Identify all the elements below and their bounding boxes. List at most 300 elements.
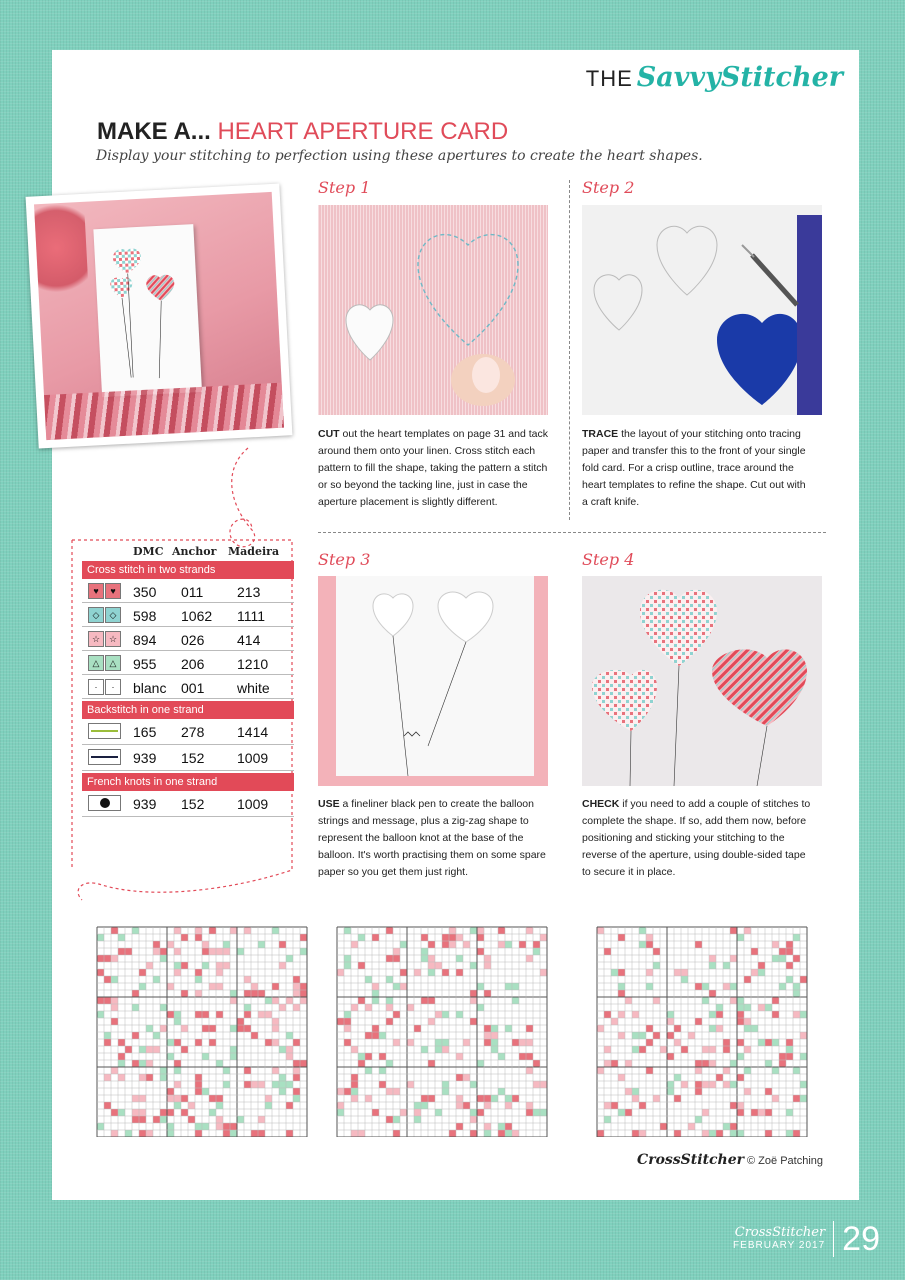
chart-stitch: [293, 1060, 300, 1067]
chart-stitch: [421, 955, 428, 962]
chart-stitch: [618, 1011, 625, 1018]
chart-stitch: [421, 934, 428, 941]
chart-stitch: [709, 962, 716, 969]
chart-stitch: [442, 1081, 449, 1088]
chart-stitch: [216, 1123, 223, 1130]
chart-stitch: [393, 1011, 400, 1018]
greeting-card: [93, 224, 202, 397]
chart-stitch: [505, 1130, 512, 1137]
chart-heart-1: [95, 925, 309, 1137]
chart-stitch: [723, 1123, 730, 1130]
chart-stitch: [358, 962, 365, 969]
chart-stitch: [351, 1130, 358, 1137]
chart-stitch: [286, 1102, 293, 1109]
key-madeira: 1111: [237, 608, 266, 624]
chart-stitch: [709, 1130, 716, 1137]
chart-stitch: [300, 983, 307, 990]
chart-stitch: [786, 1053, 793, 1060]
chart-stitch: [97, 1123, 104, 1130]
chart-stitch: [653, 1095, 660, 1102]
chart-stitch: [512, 997, 519, 1004]
key-madeira: 414: [237, 632, 261, 648]
chart-stitch: [118, 1053, 125, 1060]
chart-stitch: [646, 1025, 653, 1032]
chart-stitch: [540, 934, 547, 941]
chart-stitch: [793, 1067, 800, 1074]
chart-stitch: [97, 955, 104, 962]
chart-stitch: [442, 1088, 449, 1095]
chart-stitch: [118, 934, 125, 941]
chart-stitch: [646, 983, 653, 990]
chart-stitch: [300, 997, 307, 1004]
chart-stitch: [723, 1081, 730, 1088]
design-credit: [637, 1152, 823, 1168]
chart-stitch: [358, 1053, 365, 1060]
chart-stitch: [393, 983, 400, 990]
chart-stitch: [272, 1081, 279, 1088]
chart-stitch: [372, 1032, 379, 1039]
column-divider: [569, 180, 570, 520]
chart-stitch: [230, 1025, 237, 1032]
chart-stitch: [167, 1088, 174, 1095]
chart-stitch: [104, 1039, 111, 1046]
chart-stitch: [223, 941, 230, 948]
chart-stitch: [139, 1046, 146, 1053]
chart-stitch: [653, 948, 660, 955]
chart-stitch: [456, 1102, 463, 1109]
chart-stitch: [181, 962, 188, 969]
magazine-page: [52, 50, 859, 1200]
chart-stitch: [97, 1011, 104, 1018]
chart-stitch: [519, 941, 526, 948]
chart-heart-3: [595, 925, 809, 1137]
chart-stitch: [216, 948, 223, 955]
chart-stitch: [597, 1067, 604, 1074]
chart-stitch: [286, 955, 293, 962]
chart-stitch: [167, 1130, 174, 1137]
chart-stitch: [174, 1081, 181, 1088]
chart-stitch: [111, 1109, 118, 1116]
chart-stitch: [646, 934, 653, 941]
chart-stitch: [470, 962, 477, 969]
chart-stitch: [765, 1130, 772, 1137]
chart-stitch: [125, 948, 132, 955]
chart-stitch: [300, 948, 307, 955]
chart-stitch: [512, 983, 519, 990]
step-1-body: out the heart templates on page 31 and tack around them onto your linen. Cross stitch each pattern to fill the shape, taking the pattern a stitch or so beyond the tacking line, just in case the aperture placement is slightly different.: [318, 428, 548, 508]
chart-stitch: [421, 1102, 428, 1109]
chart-stitch: [167, 941, 174, 948]
chart-stitch: [400, 941, 407, 948]
chart-stitch: [258, 1116, 265, 1123]
chart-stitch: [779, 983, 786, 990]
chart-stitch: [132, 1004, 139, 1011]
chart-stitch: [379, 1032, 386, 1039]
chart-stitch: [491, 1032, 498, 1039]
chart-stitch: [202, 1088, 209, 1095]
chart-stitch: [132, 1060, 139, 1067]
key-dmc: 350: [133, 584, 157, 600]
chart-stitch: [209, 1095, 216, 1102]
chart-stitch: [344, 1088, 351, 1095]
chart-stitch: [632, 1032, 639, 1039]
chart-stitch: [737, 1039, 744, 1046]
chart-stitch: [358, 1060, 365, 1067]
chart-stitch: [702, 1130, 709, 1137]
chart-stitch: [181, 1025, 188, 1032]
step-2-text: [582, 426, 812, 511]
chart-stitch: [153, 948, 160, 955]
chart-stitch: [428, 955, 435, 962]
key-dmc: 939: [133, 750, 157, 766]
key-row: [82, 651, 294, 675]
chart-stitch: [265, 1095, 272, 1102]
chart-stitch: [244, 1025, 251, 1032]
chart-stitch: [125, 1130, 132, 1137]
chart-stitch: [786, 962, 793, 969]
chart-stitch: [428, 969, 435, 976]
chart-stitch: [505, 983, 512, 990]
chart-stitch: [505, 1025, 512, 1032]
chart-stitch: [793, 955, 800, 962]
chart-stitch: [251, 1130, 258, 1137]
chart-stitch: [286, 1046, 293, 1053]
chart-stitch: [709, 1060, 716, 1067]
chart-stitch: [181, 934, 188, 941]
chart-stitch: [695, 1081, 702, 1088]
chart-stitch: [695, 983, 702, 990]
chart-stitch: [730, 1060, 737, 1067]
chart-stitch: [716, 1004, 723, 1011]
chart-stitch: [386, 976, 393, 983]
chart-stitch: [160, 955, 167, 962]
chart-stitch: [618, 983, 625, 990]
chart-stitch: [407, 1004, 414, 1011]
chart-stitch: [526, 1039, 533, 1046]
chart-stitch: [632, 1046, 639, 1053]
chart-stitch: [653, 962, 660, 969]
chart-stitch: [786, 941, 793, 948]
chart-stitch: [237, 1025, 244, 1032]
finished-card-photo: [26, 184, 293, 449]
chart-stitch: [667, 1032, 674, 1039]
chart-stitch: [702, 1046, 709, 1053]
key-row: [82, 675, 294, 699]
chart-stitch: [365, 1053, 372, 1060]
chart-stitch: [533, 941, 540, 948]
chart-stitch: [344, 1025, 351, 1032]
chart-stitch: [216, 1095, 223, 1102]
chart-stitch: [216, 962, 223, 969]
chart-stitch: [223, 948, 230, 955]
chart-stitch: [526, 1053, 533, 1060]
chart-stitch: [216, 1011, 223, 1018]
key-anchor: 026: [181, 632, 205, 648]
chart-stitch: [174, 1060, 181, 1067]
chart-stitch: [407, 1039, 414, 1046]
chart-stitch: [160, 1004, 167, 1011]
chart-stitch: [730, 983, 737, 990]
chart-stitch: [132, 1109, 139, 1116]
triangle-icon: △ △: [88, 655, 121, 671]
chart-stitch: [456, 934, 463, 941]
chart-stitch: [737, 1018, 744, 1025]
line-icon: [88, 723, 121, 739]
chart-stitch: [639, 1046, 646, 1053]
chart-stitch: [372, 934, 379, 941]
chart-stitch: [611, 1060, 618, 1067]
chart-stitch: [146, 1046, 153, 1053]
page-number: 29: [833, 1221, 880, 1257]
chart-stitch: [526, 1067, 533, 1074]
chart-stitch: [139, 1116, 146, 1123]
chart-stitch: [646, 969, 653, 976]
chart-stitch: [456, 1074, 463, 1081]
chart-stitch: [533, 1109, 540, 1116]
chart-stitch: [272, 983, 279, 990]
chart-stitch: [449, 934, 456, 941]
chart-stitch: [772, 997, 779, 1004]
chart-stitch: [695, 1116, 702, 1123]
chart-stitch: [442, 941, 449, 948]
chart-stitch: [216, 1102, 223, 1109]
chart-stitch: [139, 1074, 146, 1081]
chart-stitch: [484, 1095, 491, 1102]
step-4-label: Step 4: [582, 550, 635, 569]
chart-stitch: [160, 1025, 167, 1032]
chart-stitch: [400, 1109, 407, 1116]
chart-stitch: [477, 1060, 484, 1067]
chart-stitch: [646, 1039, 653, 1046]
chart-stitch: [97, 997, 104, 1004]
chart-stitch: [744, 1067, 751, 1074]
chart-stitch: [449, 941, 456, 948]
chart-stitch: [293, 983, 300, 990]
chart-stitch: [160, 1116, 167, 1123]
chart-stitch: [265, 1102, 272, 1109]
chart-stitch: [337, 1109, 344, 1116]
folio-issue: FEBRUARY 2017: [733, 1240, 826, 1251]
chart-stitch: [653, 1032, 660, 1039]
key-section-french-knots: French knots in one strand: [82, 773, 294, 791]
chart-stitch: [244, 1004, 251, 1011]
chart-stitch: [779, 948, 786, 955]
page-folio: [733, 1221, 880, 1257]
chart-stitch: [279, 1046, 286, 1053]
chart-stitch: [132, 1095, 139, 1102]
chart-stitch: [786, 976, 793, 983]
chart-stitch: [97, 934, 104, 941]
chart-stitch: [477, 1004, 484, 1011]
chart-stitch: [344, 1039, 351, 1046]
chart-stitch: [104, 997, 111, 1004]
step-4-body: if you need to add a couple of stitches to complete the shape. If so, add them now, before positioning and sticking your stitching to the reverse of the aperture, using double-sided tape to secure it in place.: [582, 798, 811, 878]
chart-stitch: [540, 1109, 547, 1116]
chart-stitch: [146, 962, 153, 969]
chart-stitch: [793, 1011, 800, 1018]
chart-stitch: [216, 983, 223, 990]
chart-stitch: [393, 1039, 400, 1046]
chart-stitch: [772, 1095, 779, 1102]
chart-stitch: [272, 927, 279, 934]
chart-stitch: [293, 1095, 300, 1102]
step-3-text: [318, 796, 548, 881]
chart-stitch: [632, 1130, 639, 1137]
step-2-photo: [582, 205, 822, 415]
chart-stitch: [258, 1011, 265, 1018]
chart-stitch: [146, 1060, 153, 1067]
chart-stitch: [244, 1081, 251, 1088]
brand-logo: [586, 62, 843, 98]
chart-stitch: [293, 1004, 300, 1011]
chart-stitch: [351, 1088, 358, 1095]
chart-stitch: [344, 1018, 351, 1025]
chart-stitch: [681, 976, 688, 983]
chart-stitch: [365, 1004, 372, 1011]
chart-stitch: [104, 1074, 111, 1081]
chart-stitch: [758, 1004, 765, 1011]
chart-stitch: [195, 990, 202, 997]
key-header-anchor: Anchor: [172, 545, 217, 558]
chart-stitch: [730, 1130, 737, 1137]
chart-stitch: [512, 1095, 519, 1102]
chart-stitch: [800, 976, 807, 983]
chart-stitch: [716, 1130, 723, 1137]
line-icon: [88, 749, 121, 765]
chart-stitch: [625, 1060, 632, 1067]
chart-stitch: [414, 1102, 421, 1109]
chart-stitch: [414, 1109, 421, 1116]
step-1-text: [318, 426, 548, 511]
chart-stitch: [660, 1046, 667, 1053]
chart-stitch: [153, 976, 160, 983]
key-dmc: 165: [133, 724, 157, 740]
chart-stitch: [293, 1074, 300, 1081]
chart-stitch: [286, 1032, 293, 1039]
chart-stitch: [209, 948, 216, 955]
step-2-lead: TRACE: [582, 428, 619, 440]
chart-stitch: [202, 1011, 209, 1018]
diamond-icon: ◇ ◇: [88, 607, 121, 623]
chart-stitch: [428, 997, 435, 1004]
chart-stitch: [272, 1025, 279, 1032]
chart-stitch: [279, 941, 286, 948]
chart-stitch: [695, 1060, 702, 1067]
chart-stitch: [793, 934, 800, 941]
chart-stitch: [639, 1032, 646, 1039]
chart-stitch: [540, 969, 547, 976]
chart-stitch: [758, 969, 765, 976]
chart-stitch: [372, 983, 379, 990]
chart-stitch: [625, 1109, 632, 1116]
chart-stitch: [351, 1081, 358, 1088]
chart-stitch: [456, 1011, 463, 1018]
key-row: [82, 603, 294, 627]
chart-stitch: [604, 1011, 611, 1018]
chart-stitch: [167, 1011, 174, 1018]
chart-stitch: [674, 1039, 681, 1046]
chart-stitch: [772, 1067, 779, 1074]
chart-stitch: [230, 997, 237, 1004]
chart-stitch: [456, 1095, 463, 1102]
chart-stitch: [351, 1074, 358, 1081]
chart-stitch: [167, 1109, 174, 1116]
chart-stitch: [639, 941, 646, 948]
chart-stitch: [153, 941, 160, 948]
chart-stitch: [265, 997, 272, 1004]
chart-stitch: [414, 969, 421, 976]
chart-stitch: [279, 962, 286, 969]
folio-magazine: CrossStitcher: [734, 1225, 826, 1240]
chart-stitch: [470, 1109, 477, 1116]
chart-stitch: [195, 1088, 202, 1095]
chart-stitch: [597, 1025, 604, 1032]
chart-stitch: [618, 1109, 625, 1116]
chart-stitch: [435, 1011, 442, 1018]
chart-stitch: [293, 990, 300, 997]
chart-stitch: [456, 955, 463, 962]
chart-stitch: [111, 1067, 118, 1074]
chart-stitch: [674, 1074, 681, 1081]
chart-stitch: [442, 934, 449, 941]
chart-stitch: [491, 1039, 498, 1046]
chart-stitch: [139, 969, 146, 976]
chart-stitch: [435, 1046, 442, 1053]
chart-stitch: [279, 1088, 286, 1095]
key-row: [82, 745, 294, 771]
chart-stitch: [111, 1004, 118, 1011]
step-3-photo: [318, 576, 548, 786]
chart-stitch: [533, 1060, 540, 1067]
chart-stitch: [765, 1004, 772, 1011]
chart-stitch: [737, 1109, 744, 1116]
key-section-cross: Cross stitch in two strands: [82, 561, 294, 579]
chart-stitch: [463, 1102, 470, 1109]
chart-stitch: [716, 1025, 723, 1032]
chart-stitch: [202, 948, 209, 955]
chart-stitch: [800, 1053, 807, 1060]
chart-stitch: [111, 1018, 118, 1025]
chart-stitch: [223, 1081, 230, 1088]
chart-stitch: [174, 1095, 181, 1102]
chart-stitch: [428, 1095, 435, 1102]
credit-text: © Zoë Patching: [747, 1155, 823, 1167]
chart-stitch: [737, 934, 744, 941]
chart-stitch: [723, 983, 730, 990]
chart-stitch: [800, 1011, 807, 1018]
chart-stitch: [681, 1081, 688, 1088]
step-3-lead: USE: [318, 798, 340, 810]
chart-stitch: [230, 1053, 237, 1060]
chart-stitch: [195, 934, 202, 941]
chart-stitch: [272, 1067, 279, 1074]
chart-stitch: [618, 1074, 625, 1081]
chart-stitch: [695, 1088, 702, 1095]
chart-stitch: [202, 1053, 209, 1060]
step-1-photo: [318, 205, 548, 415]
chart-stitch: [667, 1081, 674, 1088]
chart-stitch: [484, 1032, 491, 1039]
chart-stitch: [498, 1123, 505, 1130]
chart-stitch: [237, 948, 244, 955]
chart-stitch: [132, 927, 139, 934]
chart-stitch: [358, 934, 365, 941]
chart-stitch: [435, 1109, 442, 1116]
chart-stitch: [244, 1067, 251, 1074]
chart-stitch: [442, 969, 449, 976]
chart-stitch: [442, 1046, 449, 1053]
step-1-label: Step 1: [318, 178, 371, 197]
